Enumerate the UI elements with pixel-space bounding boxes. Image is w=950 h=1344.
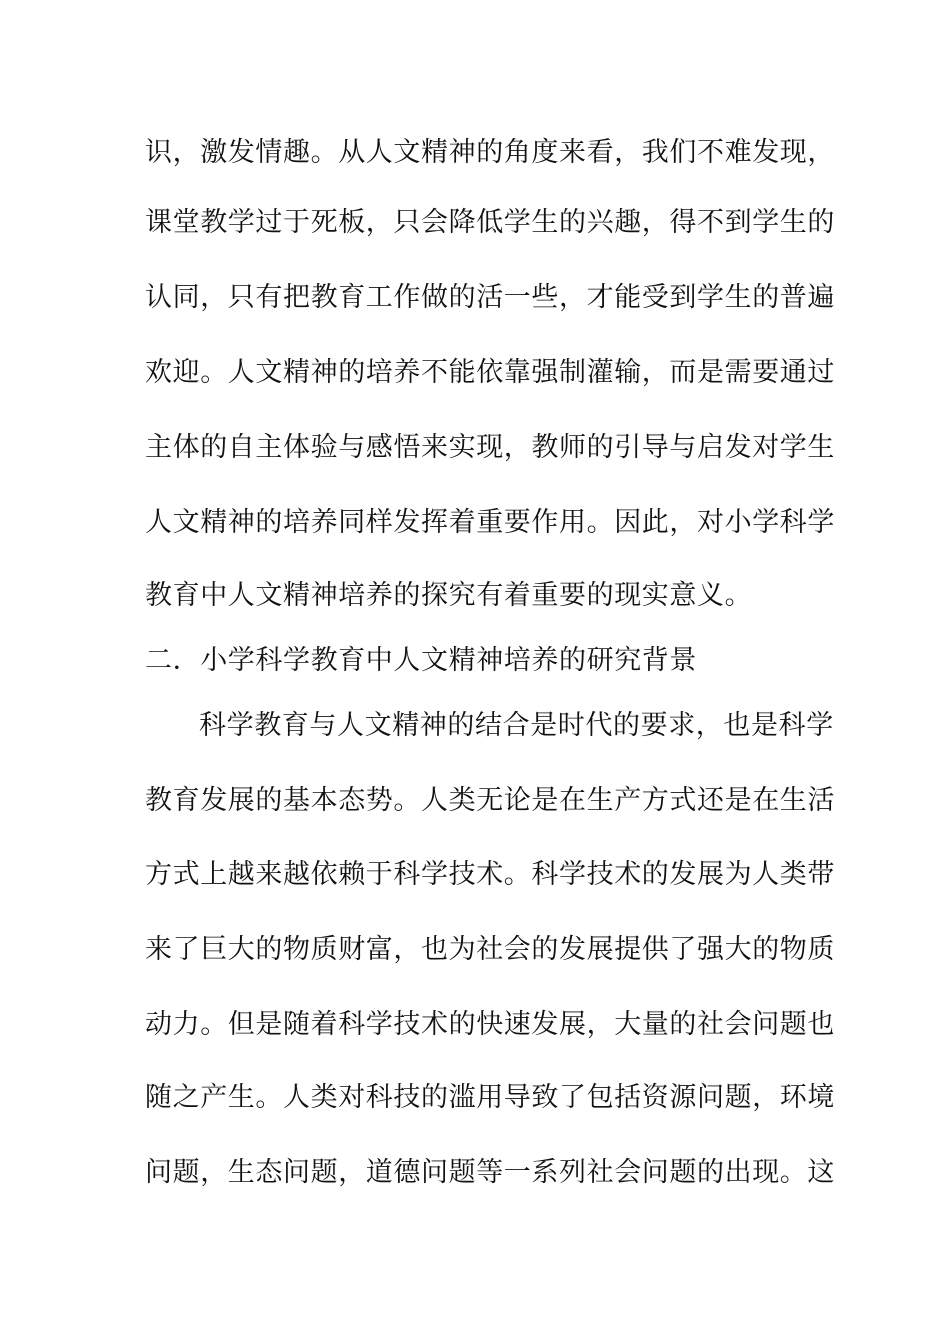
paragraph-line: 认同，只有把教育工作做的活一些，才能受到学生的普遍: [145, 282, 835, 313]
paragraph-line: 欢迎。人文精神的培养不能依靠强制灌输，而是需要通过: [145, 357, 835, 388]
paragraph-line: 主体的自主体验与感悟来实现，教师的引导与启发对学生: [145, 432, 835, 463]
paragraph-line: 课堂教学过于死板，只会降低学生的兴趣，得不到学生的: [145, 207, 835, 238]
paragraph-line: 科学教育与人文精神的结合是时代的要求，也是科学: [199, 710, 834, 741]
paragraph-line: 动力。但是随着科学技术的快速发展，大量的社会问题也: [145, 1009, 835, 1040]
paragraph-line: 随之产生。人类对科技的滥用导致了包括资源问题，环境: [145, 1082, 835, 1113]
paragraph-line: 教育发展的基本态势。人类无论是在生产方式还是在生活: [145, 785, 835, 816]
paragraph-line: 方式上越来越依赖于科学技术。科学技术的发展为人类带: [145, 859, 835, 890]
paragraph-line: 问题，生态问题，道德问题等一系列社会问题的出现。这: [145, 1157, 835, 1188]
paragraph-line: 教育中人文精神培养的探究有着重要的现实意义。: [145, 580, 753, 611]
section-heading: 二．小学科学教育中人文精神培养的研究背景: [145, 645, 697, 676]
paragraph-line: 来了巨大的物质财富，也为社会的发展提供了强大的物质: [145, 934, 835, 965]
paragraph-line: 人文精神的培养同样发挥着重要作用。因此，对小学科学: [145, 507, 835, 538]
paragraph-line: 识，激发情趣。从人文精神的角度来看，我们不难发现，: [145, 137, 835, 168]
